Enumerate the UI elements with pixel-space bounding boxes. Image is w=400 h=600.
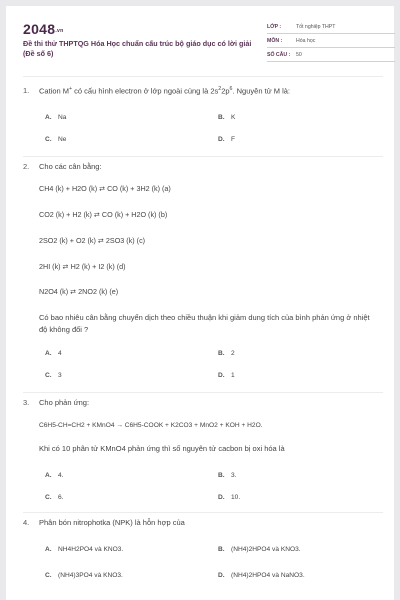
- meta-row-count: [267, 51, 395, 62]
- equation-a: CH4 (k) + H2O (k) ⇄ CO (k) + 3H2 (k) (a): [39, 184, 171, 193]
- answer-letter: D.: [218, 572, 225, 579]
- divider: [23, 392, 383, 393]
- answer-option[interactable]: [45, 136, 66, 143]
- answer-letter: D.: [218, 372, 225, 379]
- answer-text: (NH4)2HPO4 và NaNO3.: [231, 572, 305, 579]
- answer-option[interactable]: [45, 494, 64, 501]
- answer-option[interactable]: [45, 572, 123, 579]
- answer-text: 1: [231, 372, 235, 379]
- answer-option[interactable]: [45, 114, 66, 121]
- answer-letter: B.: [218, 472, 225, 479]
- question-1: [23, 86, 383, 156]
- equation-c: 2SO2 (k) + O2 (k) ⇄ 2SO3 (k) (c): [39, 236, 146, 245]
- answer-option[interactable]: [45, 372, 62, 379]
- logo-text: 2048: [23, 21, 56, 37]
- question-text: Cho các cân bằng:: [39, 162, 102, 171]
- question-number: 1.: [23, 86, 30, 95]
- meta-value: Tốt nghiệp THPT: [296, 24, 336, 30]
- meta-row-class: [267, 23, 395, 34]
- answer-letter: C.: [45, 136, 52, 143]
- question-text: [39, 86, 290, 96]
- question-4: [23, 518, 383, 593]
- text-part: Cation M: [39, 86, 70, 96]
- divider: [23, 512, 383, 513]
- answer-letter: A.: [45, 472, 52, 479]
- answer-text: F: [231, 136, 236, 143]
- logo-suffix: .vn: [55, 28, 64, 34]
- answer-text: Na: [58, 114, 67, 121]
- meta-row-subject: [267, 37, 395, 48]
- question-text: Cho phản ứng:: [39, 398, 90, 407]
- text-sup: 6: [229, 86, 233, 92]
- meta-key: LỚP :: [267, 24, 282, 30]
- answer-letter: D.: [218, 136, 225, 143]
- answer-text: (NH4)3PO4 và KNO3.: [58, 572, 123, 579]
- answer-option[interactable]: [45, 472, 64, 479]
- answer-option[interactable]: [218, 472, 237, 479]
- text-part: . Nguyên tử M là:: [232, 86, 291, 96]
- exam-header: [23, 21, 373, 65]
- answer-letter: A.: [45, 546, 52, 553]
- answer-letter: B.: [218, 350, 225, 357]
- answer-letter: B.: [218, 546, 225, 553]
- meta-key: SỐ CÂU :: [267, 52, 291, 58]
- equation-e: N2O4 (k) ⇄ 2NO2 (k) (e): [39, 287, 119, 296]
- answer-option[interactable]: [218, 350, 235, 357]
- answer-option[interactable]: [45, 546, 123, 553]
- answer-text: NH4H2PO4 và KNO3.: [58, 546, 124, 553]
- answer-text: 3: [58, 372, 62, 379]
- answer-text: 10.: [231, 494, 241, 501]
- answer-letter: C.: [45, 494, 52, 501]
- question-prompt: Khi có 10 phân tử KMnO4 phản ứng thì số nguyên tử cacbon bị oxi hóa là: [39, 444, 285, 453]
- answer-text: 3.: [231, 472, 237, 479]
- question-text: Phân bón nitrophotka (NPK) là hỗn hợp của: [39, 518, 185, 527]
- answer-letter: A.: [45, 350, 52, 357]
- meta-value: Hóa học: [296, 38, 316, 44]
- answer-option[interactable]: [218, 372, 235, 379]
- answer-letter: C.: [45, 372, 52, 379]
- meta-value: 50: [296, 52, 302, 58]
- site-logo[interactable]: [23, 21, 63, 37]
- answer-text: Ne: [58, 136, 67, 143]
- exam-paper: [6, 6, 394, 600]
- text-sup: +: [69, 86, 73, 92]
- answer-text: 2: [231, 350, 235, 357]
- answer-text: 6.: [58, 494, 64, 501]
- question-prompt: Có bao nhiêu cân bằng chuyển dịch theo chiều thuận khi giảm dung tích của bình phản ứng ở nhiệt độ không đổi ?: [39, 313, 370, 334]
- meta-key: MÔN :: [267, 38, 283, 44]
- text-sup: 2: [218, 86, 222, 92]
- answer-option[interactable]: [218, 546, 301, 553]
- question-2: [23, 162, 383, 382]
- answer-letter: D.: [218, 494, 225, 501]
- reaction-equation: C6H5-CH=CH2 + KMnO4 → C6H5-COOK + K2CO3 + MnO2 + KOH + H2O.: [39, 422, 263, 429]
- answer-letter: A.: [45, 114, 52, 121]
- question-number: 2.: [23, 162, 30, 171]
- answer-letter: C.: [45, 572, 52, 579]
- answer-option[interactable]: [218, 114, 235, 121]
- answer-option[interactable]: [218, 572, 305, 579]
- answer-text: K: [231, 114, 236, 121]
- equation-d: 2HI (k) ⇄ H2 (k) + I2 (k) (d): [39, 262, 126, 271]
- question-number: 3.: [23, 398, 30, 407]
- question-3: [23, 398, 383, 508]
- question-number: 4.: [23, 518, 30, 527]
- answer-letter: B.: [218, 114, 225, 121]
- divider: [23, 156, 383, 157]
- text-part: có cấu hình electron ở lớp ngoài cùng là 2s: [72, 86, 219, 96]
- answer-text: 4: [58, 350, 62, 357]
- exam-title: Đề thi thử THPTQG Hóa Học chuẩn cấu trúc bộ giáo dục có lời giải (Đề số 6): [23, 39, 252, 59]
- answer-option[interactable]: [218, 494, 240, 501]
- answer-option[interactable]: [218, 136, 235, 143]
- divider: [23, 76, 383, 77]
- answer-option[interactable]: [45, 350, 62, 357]
- equation-b: CO2 (k) + H2 (k) ⇄ CO (k) + H2O (k) (b): [39, 210, 168, 219]
- text-part: 2p: [221, 86, 230, 96]
- answer-text: (NH4)2HPO4 và KNO3.: [231, 546, 301, 553]
- answer-text: 4.: [58, 472, 64, 479]
